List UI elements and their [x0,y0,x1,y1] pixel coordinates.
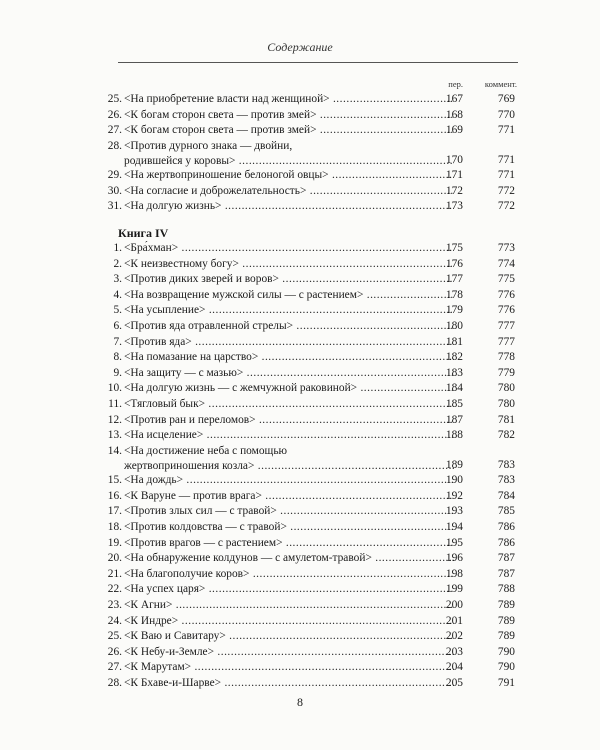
entry-comment-page: 777 [497,335,515,348]
entry-page: 181 [445,335,463,348]
entry-comment-page: 780 [497,382,515,395]
toc-entry [0,536,600,552]
entry-title [124,257,454,272]
entry-title-text: <Против врагов — с растением> [124,536,283,549]
toc-entry [0,241,600,257]
entry-number: 28. [107,139,122,152]
entry-number: 4. [113,288,122,301]
entry-number: 8. [113,351,122,364]
entry-page: 179 [445,304,463,317]
toc-entry [0,551,600,567]
entry-title [124,303,454,318]
entry-comment-page: 776 [497,288,515,301]
toc-entry [0,350,600,366]
entry-page: 203 [445,645,463,658]
entry-comment-page: 790 [497,661,515,674]
entry-title-text: <На помазание на царство> [124,351,259,364]
entry-title-text: <К Бхаве-и-Шарве> [124,676,222,689]
entry-number: 12. [107,413,122,426]
entry-title-text: <На долгую жизнь — с жемчужной раковиной> [124,382,358,395]
entry-number: 18. [107,521,122,533]
entry-title-text: <К неизвестному богу> [124,257,239,270]
entry-page: 204 [445,661,463,674]
toc-entry [0,676,600,692]
entry-number: 21. [107,567,122,580]
entry-number: 31. [107,200,122,213]
entry-number: 1. [113,242,122,254]
entry-title-text: <На обнаружение колдунов — с амулетом-травой> [124,552,372,565]
entry-comment-page: 790 [497,645,515,658]
entry-title-text: <К Марутам> [124,661,192,674]
entry-number: 25. [107,630,122,643]
entry-number: 26. [107,645,122,658]
entry-comment-page: 772 [497,200,515,213]
entry-comment-page: 791 [497,676,515,689]
entry-title [124,676,454,691]
entry-title [124,660,454,675]
entry-title-text: <К Агни> [124,598,173,611]
entry-page: 201 [445,614,463,627]
toc-entry [0,473,600,489]
entry-page: 170 [445,153,463,166]
entry-title-text: <К богам сторон света — против змей> [124,124,317,137]
toc-entry [0,92,600,108]
entry-comment-page: 783 [497,458,515,471]
entry-title [124,629,454,644]
entry-number: 19. [107,536,122,549]
entry-title [124,428,454,443]
entry-comment-page: 779 [497,366,515,379]
entry-number: 29. [107,169,122,182]
toc-entry [0,108,600,124]
entry-title [124,567,454,582]
entry-page: 173 [445,200,463,213]
toc-entry [0,598,600,614]
entry-title-text: <Против яда> [124,335,192,348]
toc-entry [0,303,600,319]
header-divider [118,62,518,63]
entry-title [124,582,454,597]
entry-title [124,551,454,566]
entry-page: 196 [445,552,463,565]
entry-comment-page: 770 [497,108,515,121]
entry-title [124,413,454,428]
entry-page: 187 [445,413,463,426]
entry-page: 167 [445,93,463,105]
entry-comment-page: 786 [497,536,515,549]
entry-page: 194 [445,521,463,533]
toc-section-book4 [0,241,600,692]
entry-title-text: <На согласие и доброжелательность> [124,184,307,197]
entry-comment-page: 784 [497,489,515,502]
entry-comment-page: 786 [497,521,515,533]
entry-title [124,381,454,396]
entry-page: 182 [445,351,463,364]
toc-entry [0,520,600,536]
entry-number: 30. [107,184,122,197]
entry-title [124,598,454,613]
book-heading: Книга IV [118,226,169,240]
entry-page: 198 [445,567,463,580]
entry-comment-page: 771 [497,124,515,137]
entry-number: 28. [107,676,122,689]
toc-entry [0,335,600,351]
entry-page: 183 [445,366,463,379]
entry-title [124,397,454,412]
entry-page: 168 [445,108,463,121]
toc-entry [0,629,600,645]
entry-title-text: <К Индре> [124,614,179,627]
page-number: 8 [297,695,303,709]
entry-title-text: <На жертвоприношение белоногой овцы> [124,169,329,182]
entry-title [124,139,454,169]
entry-title-text: <На защиту — с мазью> [124,366,244,379]
entry-number: 16. [107,489,122,502]
entry-number: 27. [107,124,122,137]
entry-title [124,645,454,660]
entry-comment-page: 774 [497,257,515,270]
entry-page: 199 [445,583,463,596]
entry-page: 184 [445,382,463,395]
entry-page: 195 [445,536,463,549]
entry-number: 6. [113,319,122,332]
entry-title-text: <К богам сторон света — против змей> [124,108,317,121]
entry-title-text: <Бра́хман> [124,242,179,254]
entry-page: 205 [445,676,463,689]
entry-number: 20. [107,552,122,565]
entry-page: 177 [445,273,463,286]
entry-number: 5. [113,304,122,317]
entry-page: 202 [445,630,463,643]
entry-title [124,614,454,629]
entry-page: 180 [445,319,463,332]
toc-entry [0,288,600,304]
toc-entry [0,444,600,474]
entry-title-text: <На усыпление> [124,304,206,317]
entry-comment-page: 789 [497,614,515,627]
entry-number: 10. [107,382,122,395]
entry-title [124,241,454,256]
entry-comment-page: 776 [497,304,515,317]
toc-entry [0,567,600,583]
entry-title-text: <На приобретение власти над женщиной> [124,93,330,105]
entry-page: 188 [445,429,463,442]
entry-title [124,473,454,488]
entry-title-text: <На дождь> [124,474,184,487]
toc-entry [0,366,600,382]
entry-title [124,335,454,350]
entry-page: 192 [445,489,463,502]
toc-entry [0,184,600,200]
toc-entry [0,319,600,335]
entry-comment-page: 787 [497,552,515,565]
entry-title [124,199,454,214]
entry-number: 23. [107,598,122,611]
entry-title-line1: <На достижение неба с помощью [124,444,288,457]
entry-title-text: <Против колдовства — с травой> [124,521,287,533]
entry-number: 17. [107,505,122,518]
toc-entry [0,645,600,661]
entry-number: 14. [107,444,122,457]
entry-comment-page: 782 [497,429,515,442]
entry-number: 26. [107,108,122,121]
entry-title-text: <На исцеление> [124,429,204,442]
entry-comment-page: 769 [497,93,515,105]
entry-comment-page: 780 [497,397,515,410]
toc-entry [0,660,600,676]
entry-number: 24. [107,614,122,627]
entry-title-text: <Против ран и переломов> [124,413,256,426]
entry-page: 169 [445,124,463,137]
entry-title [124,272,454,287]
entry-comment-page: 775 [497,273,515,286]
entry-title-text: <Против яда отравленной стрелы> [124,319,294,332]
entry-title [124,92,454,107]
entry-page: 200 [445,598,463,611]
entry-comment-page: 777 [497,319,515,332]
entry-title-text: <К Варуне — против врага> [124,489,262,502]
toc-entry [0,381,600,397]
entry-title-text: <На благополучие коров> [124,567,250,580]
toc-entry [0,489,600,505]
entry-title-text: <Против злых сил — с травой> [124,505,277,518]
entry-title-line2: жертвоприношения козла> [124,459,255,472]
entry-title [124,536,454,551]
toc-entry [0,139,600,169]
column-header-comm: коммент. [484,79,517,89]
column-headers [0,79,600,91]
toc-entry [0,504,600,520]
entry-title-text: <На успех царя> [124,583,206,596]
entry-title-text: <На возвращение мужской силы — с растением> [124,288,364,301]
entry-number: 13. [107,429,122,442]
toc-entry [0,199,600,215]
entry-title [124,520,454,535]
entry-title-text: <К Ваю и Савитару> [124,630,226,643]
entry-page: 172 [445,184,463,197]
entry-title [124,350,454,365]
entry-number: 3. [113,273,122,286]
entry-title [124,319,454,334]
entry-comment-page: 789 [497,598,515,611]
entry-number: 7. [113,335,122,348]
entry-page: 185 [445,397,463,410]
entry-comment-page: 772 [497,184,515,197]
entry-page: 178 [445,288,463,301]
entry-number: 27. [107,661,122,674]
entry-title [124,123,454,138]
entry-title [124,108,454,123]
toc-entry [0,168,600,184]
entry-page: 171 [445,169,463,182]
entry-comment-page: 771 [497,153,515,166]
column-header-per: пер. [448,79,463,89]
entry-title [124,288,454,303]
entry-number: 2. [113,257,122,270]
entry-title [124,168,454,183]
entry-title [124,366,454,381]
entry-title-line2: родившейся у коровы> [124,154,236,167]
toc-entry [0,272,600,288]
entry-number: 25. [107,93,122,105]
toc-entry [0,582,600,598]
entry-page: 176 [445,257,463,270]
entry-title-text: <Тягловый бык> [124,397,206,410]
entry-comment-page: 787 [497,567,515,580]
toc-entry [0,413,600,429]
toc-entry [0,257,600,273]
entry-number: 22. [107,583,122,596]
entry-comment-page: 788 [497,583,515,596]
entry-comment-page: 785 [497,505,515,518]
entry-title-text: <Против диких зверей и воров> [124,273,279,286]
entry-comment-page: 778 [497,351,515,364]
toc-entry [0,428,600,444]
entry-title [124,444,454,474]
entry-comment-page: 783 [497,474,515,487]
toc-entry [0,397,600,413]
entry-title [124,504,454,519]
toc-entry [0,123,600,139]
entry-page: 189 [445,458,463,471]
entry-title [124,489,454,504]
entry-comment-page: 789 [497,630,515,643]
entry-number: 9. [113,366,122,379]
entry-comment-page: 773 [497,242,515,254]
entry-page: 175 [445,242,463,254]
entry-title-line1: <Против дурного знака — двойни, [124,139,293,152]
entry-page: 190 [445,474,463,487]
entry-title-text: <К Небу-и-Земле> [124,645,215,658]
entry-page: 193 [445,505,463,518]
entry-comment-page: 781 [497,413,515,426]
toc-section-book3 [0,92,600,215]
running-header: Содержание [267,40,333,54]
toc-entry [0,614,600,630]
entry-title [124,184,454,199]
entry-number: 15. [107,474,122,487]
entry-number: 11. [108,397,122,410]
entry-title-text: <На долгую жизнь> [124,200,222,213]
entry-comment-page: 771 [497,169,515,182]
